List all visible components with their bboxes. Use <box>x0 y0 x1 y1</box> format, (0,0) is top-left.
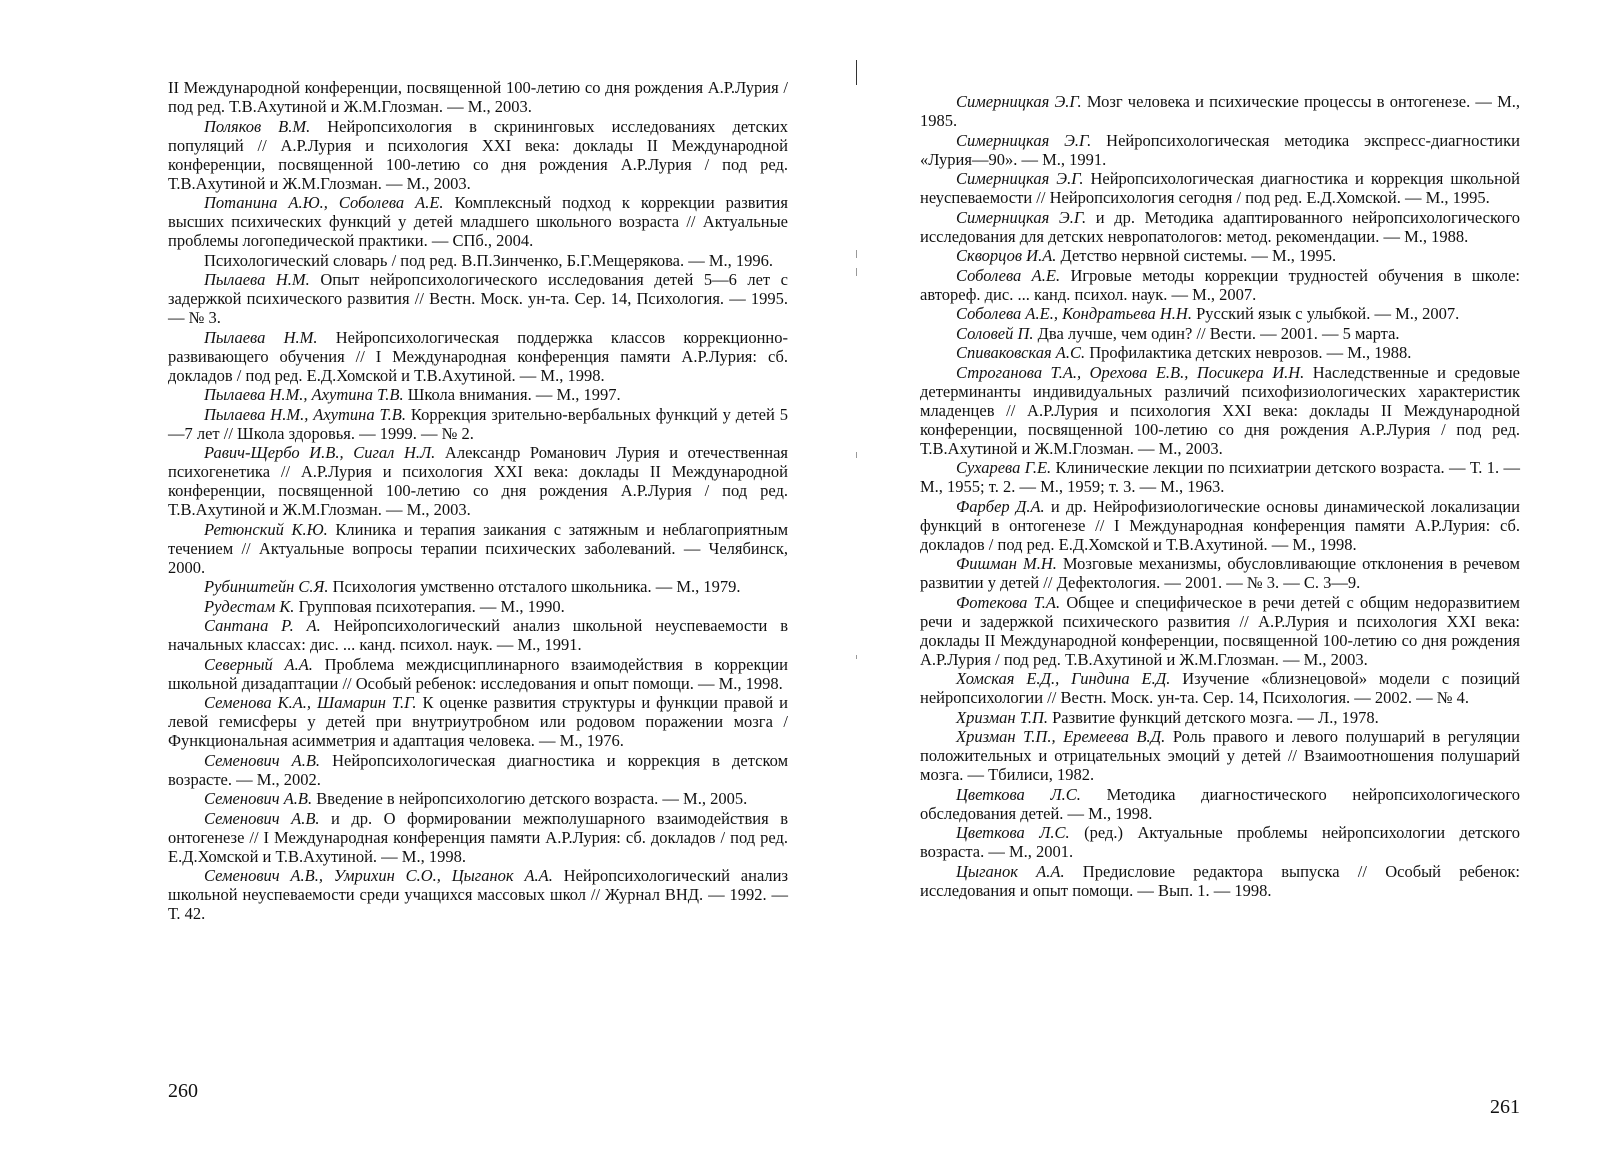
gutter-line <box>856 60 857 85</box>
entry-author: Пылаева Н.М. <box>204 327 318 347</box>
bibliography-entry <box>168 251 788 270</box>
entry-text: Клиника и терапия заикания с затяжным и неблагоприятным течением // Актуальные вопросы терапии психических заболеваний. — Челябинск, 2000. <box>168 519 789 577</box>
entry-text: Нейропсихологический анализ школьной неуспеваемости среди учащихся массовых школ // Журнал ВНД. — 1992. — Т. 42. <box>168 866 788 923</box>
page-number-right: 261 <box>1490 1096 1520 1118</box>
entry-text: К оценке развития структуры и функции правой и левой гемисферы у детей при внутриутробном или родовом поражении мозга / Функциональная асимметрия и адаптация человека. — М., 1976. <box>168 693 788 750</box>
entry-text: Клинические лекции по психиатрии детского возраста. — Т. 1. — М., 1955; т. 2. — М., 1959; т. 3. — М., 1963. <box>920 458 1520 496</box>
entry-author: Равич-Щербо И.В., Сигал Н.Л. <box>204 443 436 462</box>
entry-author: Соболева А.Е., Кондратьева Н.Н. <box>956 304 1192 323</box>
entry-text: Психологический словарь / под ред. В.П.Зинченко, Б.Г.Мещерякова. — М., 1996. <box>204 250 774 270</box>
entry-author: Симерницкая Э.Г. <box>956 92 1082 111</box>
entry-author: Хризман Т.П., Еремеева В.Д. <box>956 727 1166 746</box>
entry-text: Групповая психотерапия. — М., 1990. <box>294 596 565 616</box>
entry-text: Игровые методы коррекции трудностей обучения в школе: автореф. дис. ... канд. психол. наук. — М., 2007. <box>920 265 1520 304</box>
entry-text: Мозг человека и психические процессы в онтогенезе. — М., 1985. <box>920 92 1520 130</box>
bibliography-entry <box>920 266 1520 304</box>
entry-author: Фотекова Т.А. <box>956 592 1061 612</box>
bibliography-entry <box>168 809 788 866</box>
entry-text: Нейропсихологический анализ школьной неуспеваемости в начальных классах: дис. ... канд. психол. наук. — М., 1991. <box>168 616 788 654</box>
bibliography-entry <box>920 304 1520 323</box>
entry-text: Коррекция зрительно-вербальных функций у детей 5—7 лет // Школа здоровья. — 1999. — № 2. <box>168 404 788 443</box>
entry-text: и др. Методика адаптированного нейропсихологического исследования для детских невропатологов: метод. рекомендации. — М., 1988. <box>920 207 1520 246</box>
entry-text: Наследственные и средовые детерминанты индивидуальных различий психофизиологических характеристик младенцев // А.Р.Лурия и психология XXI века: доклады II Международной конференции, посвященной 100-летию со дня рождения А.Р.Лурия / под ред. Т.В.Ахутиной и Ж.М.Глозман. — М., 2003. <box>920 362 1520 458</box>
entry-author: Рубинштейн С.Я. <box>204 577 329 596</box>
entry-author: Потанина А.Ю., Соболева А.Е. <box>204 193 444 212</box>
bibliography-entry <box>168 193 788 250</box>
bibliography-entry <box>920 246 1520 265</box>
entry-text: Комплексный подход к коррекции развития высших психических функций у детей младшего школьного возраста // Актуальные проблемы логопедической практики. — СПб., 2004. <box>168 193 788 250</box>
entry-text: Детство нервной системы. — М., 1995. <box>1056 246 1337 265</box>
bibliography-entry <box>920 727 1520 784</box>
bibliography-entry <box>168 385 788 404</box>
bibliography-entry <box>168 693 788 750</box>
entry-author: Соловей П. <box>956 323 1034 343</box>
entry-text: Роль правого и левого полушарий в регуляции положительных и отрицательных эмоций у детей // Взаимоотношения полушарий мозга. — Тбилиси, 1982. <box>920 727 1520 784</box>
entry-text: Введение в нейропсихологию детского возраста. — М., 2005. <box>312 789 748 808</box>
bibliography-entry <box>168 789 788 808</box>
entry-author: Цветкова Л.С. <box>956 823 1070 842</box>
entry-text: Изучение «близнецовой» модели с позиций нейропсихологии // Вестн. Моск. ун-та. Сер. 14, Психология. — 2002. — № 4. <box>920 669 1520 707</box>
entry-author: Северный А.А. <box>204 654 313 674</box>
entry-author: Сантана Р. А. <box>204 616 321 635</box>
bibliography-entry <box>920 669 1520 707</box>
bibliography-entry <box>920 785 1520 823</box>
entry-text: и др. Нейрофизиологические основы динамической локализации функций в онтогенезе // I Международная конференция памяти А.Р.Лурия: сб. докладов / под ред. Е.Д.Хомской и Т.В.Ахутиной. — М., 1998. <box>920 496 1520 554</box>
entry-author: Семенович А.В. <box>204 808 320 828</box>
entry-author: Хризман Т.П. <box>956 707 1048 727</box>
gutter-mark <box>856 268 857 276</box>
entry-author: Рудестам К. <box>204 596 295 616</box>
entry-author: Пылаева Н.М. <box>204 270 310 289</box>
bibliography-entry <box>920 497 1520 554</box>
bibliography-entry <box>168 78 788 116</box>
bibliography-entry <box>168 270 788 327</box>
bibliography-entry <box>920 593 1520 669</box>
bibliography-entry <box>920 458 1520 496</box>
entry-author: Поляков В.М. <box>204 116 311 136</box>
bibliography-entry <box>920 363 1520 458</box>
entry-author: Семенович А.В. <box>204 750 321 770</box>
entry-author: Пылаева Н.М., Ахутина Т.В. <box>204 404 406 424</box>
left-page <box>168 78 788 924</box>
bibliography-entry <box>168 751 788 789</box>
bibliography-entry <box>168 328 788 385</box>
entry-author: Соболева А.Е. <box>956 265 1061 285</box>
entry-text: Нейропсихологическая поддержка классов коррекционно-развивающего обучения // I Международная конференция памяти А.Р.Лурия: сб. докладов / под ред. Е.Д.Хомской и Т.В.Ахутиной. — М., 1998. <box>168 327 788 385</box>
bibliography-entry <box>920 554 1520 592</box>
entry-text: Психология умственно отсталого школьника. — М., 1979. <box>328 577 741 596</box>
bibliography-entry <box>168 655 788 693</box>
entry-text: и др. О формировании межполушарного взаимодействия в онтогенезе // I Международная конференция памяти А.Р.Лурия: сб. докладов / под ред. Е.Д.Хомской и Т.В.Ахутиной. — М., 1998. <box>168 808 788 866</box>
entry-text: Два лучше, чем один? // Вести. — 2001. — 5 марта. <box>1033 323 1400 343</box>
bibliography-entry <box>168 866 788 923</box>
entry-text: Проблема междисциплинарного взаимодействия в коррекции школьной дизадаптации // Особый ребенок: исследования и опыт помощи. — М., 1998. <box>168 654 788 693</box>
entry-author: Семенович А.В., Умрихин С.О., Цыганок А.А. <box>204 866 553 885</box>
entry-text: Русский язык с улыбкой. — М., 2007. <box>1191 304 1460 323</box>
entry-text: Профилактика детских неврозов. — М., 1988. <box>1085 343 1412 362</box>
gutter-mark <box>856 250 857 258</box>
entry-text: Мозговые механизмы, обусловливающие отклонения в речевом развитии у детей // Дефектология. — 2001. — № 3. — С. 3—9. <box>920 554 1520 592</box>
entry-text: (ред.) Актуальные проблемы нейропсихологии детского возраста. — М., 2001. <box>920 823 1520 861</box>
bibliography-entry <box>920 169 1520 207</box>
entry-text: Общее и специфическое в речи детей с общим недоразвитием речи и задержкой психического развития // А.Р.Лурия и психология XXI века: доклады II Международной конференции, посвященной 100-летию со дня рождения А.Р.Лурия / под ред. Т.В.Ахутиной и Ж.М.Глозман. — М., 2003. <box>920 592 1520 669</box>
entry-author: Пылаева Н.М., Ахутина Т.В. <box>204 385 404 404</box>
entry-author: Фишман М.Н. <box>956 554 1057 573</box>
page-number-left: 260 <box>168 1080 198 1102</box>
bibliography-entry <box>920 823 1520 861</box>
entry-author: Хомская Е.Д., Гиндина Е.Д. <box>956 669 1171 688</box>
entry-author: Цыганок А.А. <box>956 861 1065 881</box>
entry-text: Нейропсихология в скрининговых исследованиях детских популяций // А.Р.Лурия и психология XXI века: доклады II Международной конференции, посвященной 100-летию со дня рождения А.Р.Лурия / под ред. Т.В.Ахутиной и Ж.М.Глозман. — М., 2003. <box>168 116 788 193</box>
entry-text: Школа внимания. — М., 1997. <box>403 385 621 404</box>
entry-author: Ретюнский К.Ю. <box>204 519 328 539</box>
entry-text: II Международной конференции, посвященной 100-летию со дня рождения А.Р.Лурия / под ред. Т.В.Ахутиной и Ж.М.Глозман. — М., 2003. <box>168 78 788 116</box>
bibliography-entry <box>920 131 1520 169</box>
bibliography-entry <box>920 324 1520 343</box>
entry-author: Строганова Т.А., Орехова Е.В., Посикера И.Н. <box>956 362 1305 382</box>
entry-author: Фарбер Д.А. <box>956 496 1045 516</box>
bibliography-entry <box>920 862 1520 900</box>
entry-author: Сухарева Г.Е. <box>956 458 1052 477</box>
entry-text: Предисловие редактора выпуска // Особый ребенок: исследования и опыт помощи. — Вып. 1. — 1998. <box>920 861 1520 900</box>
entry-author: Скворцов И.А. <box>956 246 1057 265</box>
entry-text: Нейропсихологическая диагностика и коррекция в детском возрасте. — М., 2002. <box>168 750 789 789</box>
entry-author: Цветкова Л.С. <box>956 784 1081 804</box>
bibliography-entry <box>168 443 788 519</box>
bibliography-entry <box>168 405 788 443</box>
gutter-mark <box>856 655 857 659</box>
entry-text: Нейропсихологическая методика экспресс-диагностики «Лурия—90». — М., 1991. <box>920 130 1520 169</box>
entry-text: Нейропсихологическая диагностика и коррекция школьной неуспеваемости // Нейропсихология сегодня / под ред. Е.Д.Хомской. — М., 1995. <box>920 169 1520 207</box>
bibliography-entry <box>168 597 788 616</box>
entry-author: Симерницкая Э.Г. <box>956 130 1092 150</box>
bibliography-entry <box>168 117 788 193</box>
bibliography-entry <box>168 616 788 654</box>
gutter-mark <box>856 452 857 458</box>
bibliography-entry <box>168 520 788 577</box>
bibliography-entry <box>920 92 1520 130</box>
entry-author: Симерницкая Э.Г. <box>956 207 1087 227</box>
entry-text: Опыт нейропсихологического исследования детей 5—6 лет с задержкой психического развития // Вестн. Моск. ун-та. Сер. 14, Психология. — 1995. — № 3. <box>168 270 788 327</box>
entry-author: Семенова К.А., Шамарин Т.Г. <box>204 693 417 712</box>
entry-author: Симерницкая Э.Г. <box>956 169 1084 188</box>
entry-text: Развитие функций детского мозга. — Л., 1978. <box>1048 707 1379 727</box>
bibliography-entry <box>920 343 1520 362</box>
entry-text: Методика диагностического нейропсихологического обследования детей. — М., 1998. <box>920 784 1520 823</box>
right-page <box>920 92 1520 900</box>
entry-text: Александр Романович Лурия и отечественная психогенетика // А.Р.Лурия и психология XXI века: доклады II Международной конференции, посвященной 100-летию со дня рождения А.Р.Лурия / под ред. Т.В.Ахутиной и Ж.М.Глозман. — М., 2003. <box>168 443 788 519</box>
bibliography-entry <box>920 208 1520 246</box>
bibliography-entry <box>920 708 1520 727</box>
entry-author: Спиваковская А.С. <box>956 343 1086 362</box>
bibliography-entry <box>168 577 788 596</box>
entry-author: Семенович А.В. <box>204 789 313 808</box>
